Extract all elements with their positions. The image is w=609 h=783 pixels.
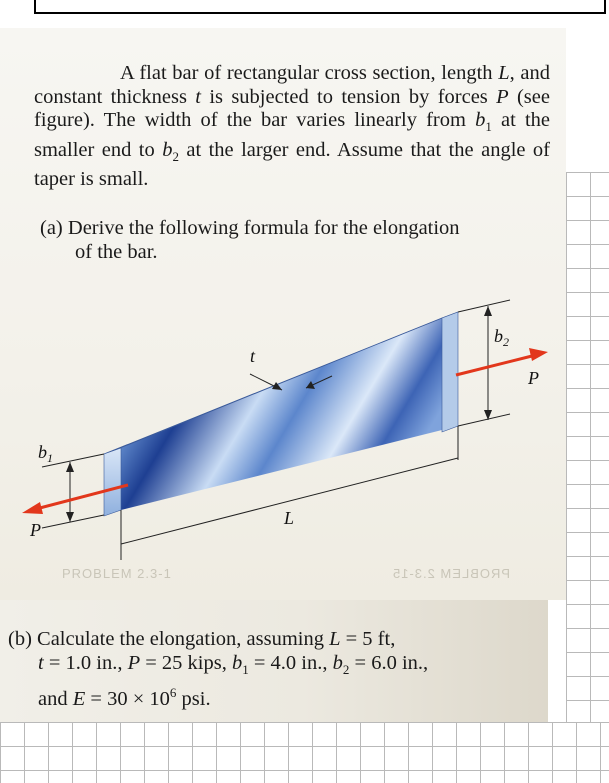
part-b-text: (b) Calculate the elongation, assuming L = 5 ft, t = 1.0 in., P = 25 kips, $b_1 = 4.0$ in., $b_2 = 6.0$ in., and $E = 30 \times 10^6$ psi. bbox=[8, 628, 429, 710]
top-answer-box bbox=[34, 0, 606, 14]
label-b2: $b_2$ bbox=[494, 326, 509, 349]
bar-front-face bbox=[121, 312, 458, 510]
label-P-right: P bbox=[528, 368, 539, 388]
part-a-text: (a) Derive the following formula for the elongation of the bar. bbox=[40, 217, 460, 263]
bar-small-end bbox=[104, 448, 121, 516]
label-t: t bbox=[250, 346, 256, 366]
graph-paper-bottom bbox=[0, 722, 609, 783]
caption-ghost-right: PROBLEM 2.3-15 bbox=[392, 566, 511, 581]
bar-large-end bbox=[442, 312, 458, 432]
label-L: L bbox=[284, 508, 295, 528]
label-b1: $b_1$ bbox=[38, 442, 53, 465]
label-P-left: P bbox=[30, 520, 41, 540]
tapered-bar-figure bbox=[0, 290, 566, 570]
caption-ghost-left: PROBLEM 2.3-1 bbox=[62, 566, 172, 581]
problem-statement: A flat bar of rectangular cross section, length L, and constant thickness t is subjected to tension by forces P (see figure). The width of the bar varies linearly from $b_1$ at the smaller end to $b_2$ at the larger end. Assume that the angle of taper is small. bbox=[34, 62, 550, 191]
graph-paper-right bbox=[566, 172, 609, 783]
